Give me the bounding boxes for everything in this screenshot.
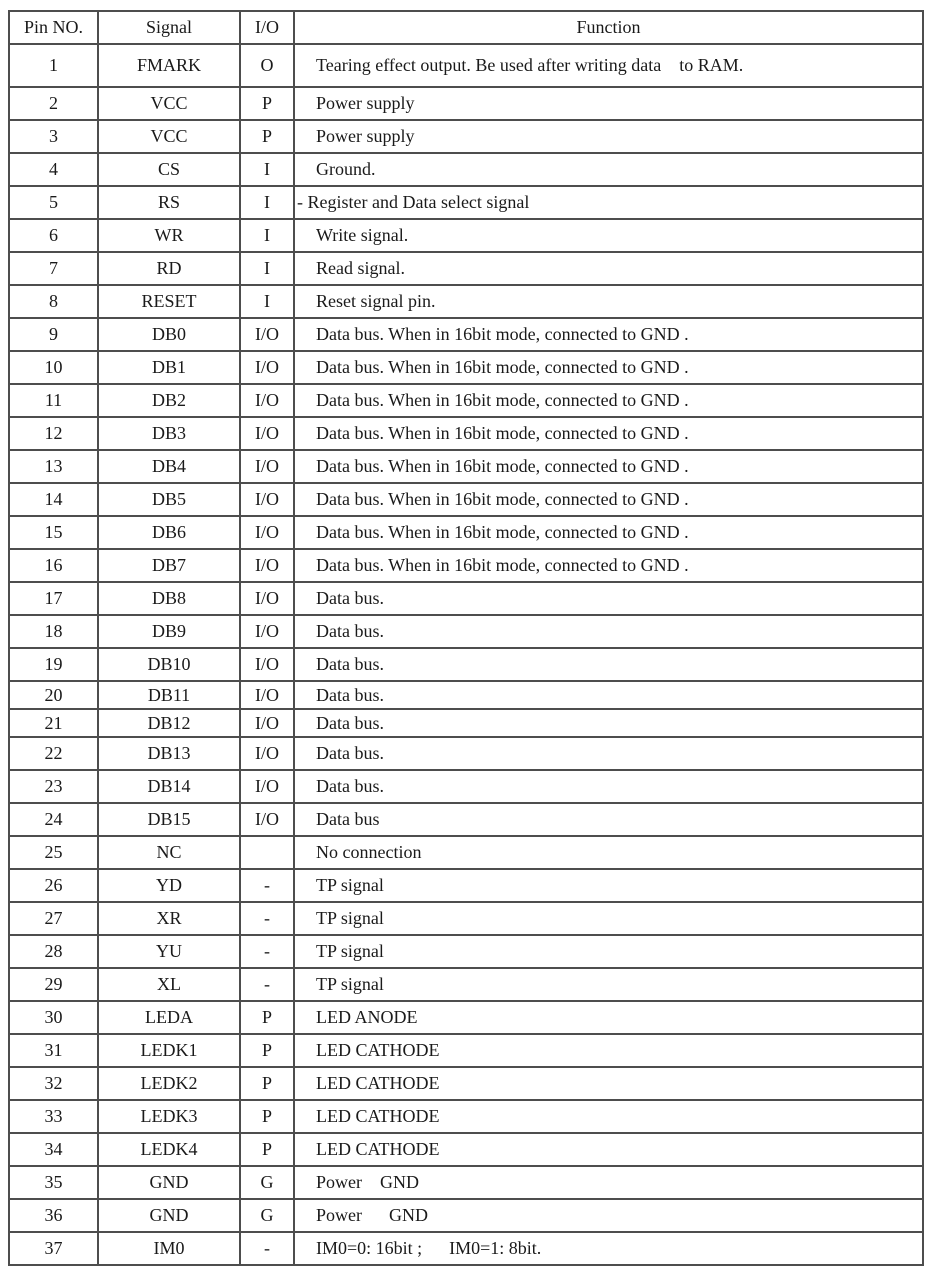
- pin-no-cell: 11: [9, 384, 98, 417]
- pin-no-cell: 3: [9, 120, 98, 153]
- function-cell: Data bus. When in 16bit mode, connected to GND .: [294, 483, 923, 516]
- header-row: [9, 11, 923, 44]
- io-cell: -: [240, 935, 294, 968]
- signal-cell: DB4: [98, 450, 240, 483]
- function-cell: LED CATHODE: [294, 1034, 923, 1067]
- signal-cell: XR: [98, 902, 240, 935]
- pin-no-cell: 36: [9, 1199, 98, 1232]
- signal-cell: DB10: [98, 648, 240, 681]
- io-cell: P: [240, 1100, 294, 1133]
- pin-no-cell: 16: [9, 549, 98, 582]
- io-cell: -: [240, 1232, 294, 1265]
- pin-no-cell: 4: [9, 153, 98, 186]
- pin-no-cell: 8: [9, 285, 98, 318]
- function-cell: Data bus. When in 16bit mode, connected to GND .: [294, 384, 923, 417]
- signal-cell: WR: [98, 219, 240, 252]
- io-cell: I/O: [240, 582, 294, 615]
- io-cell: P: [240, 87, 294, 120]
- io-cell: I: [240, 186, 294, 219]
- function-cell: Data bus. When in 16bit mode, connected to GND .: [294, 318, 923, 351]
- pin-no-cell: 13: [9, 450, 98, 483]
- function-cell: LED ANODE: [294, 1001, 923, 1034]
- pin-no-cell: 25: [9, 836, 98, 869]
- table-row: [9, 1166, 923, 1199]
- table-row: [9, 384, 923, 417]
- function-cell: Tearing effect output. Be used after writing data to RAM.: [294, 44, 923, 87]
- pin-no-cell: 6: [9, 219, 98, 252]
- function-cell: Data bus.: [294, 615, 923, 648]
- function-cell: IM0=0: 16bit ; IM0=1: 8bit.: [294, 1232, 923, 1265]
- signal-cell: XL: [98, 968, 240, 1001]
- signal-cell: DB9: [98, 615, 240, 648]
- table-row: [9, 902, 923, 935]
- signal-cell: DB12: [98, 709, 240, 737]
- function-cell: Data bus. When in 16bit mode, connected to GND .: [294, 417, 923, 450]
- io-cell: P: [240, 1001, 294, 1034]
- table-row: [9, 1001, 923, 1034]
- table-row: [9, 582, 923, 615]
- signal-cell: LEDK4: [98, 1133, 240, 1166]
- function-cell: TP signal: [294, 935, 923, 968]
- table-row: [9, 450, 923, 483]
- io-cell: I/O: [240, 770, 294, 803]
- io-cell: I/O: [240, 450, 294, 483]
- pin-no-cell: 10: [9, 351, 98, 384]
- pin-no-cell: 15: [9, 516, 98, 549]
- signal-cell: DB11: [98, 681, 240, 709]
- signal-cell: FMARK: [98, 44, 240, 87]
- table-row: [9, 516, 923, 549]
- function-cell: Data bus.: [294, 648, 923, 681]
- signal-cell: GND: [98, 1166, 240, 1199]
- function-cell: LED CATHODE: [294, 1133, 923, 1166]
- io-cell: I/O: [240, 318, 294, 351]
- table-row: [9, 549, 923, 582]
- function-cell: TP signal: [294, 902, 923, 935]
- column-header-function: Function: [294, 11, 923, 44]
- signal-cell: RD: [98, 252, 240, 285]
- table-row: [9, 968, 923, 1001]
- pin-no-cell: 5: [9, 186, 98, 219]
- io-cell: I: [240, 153, 294, 186]
- signal-cell: DB8: [98, 582, 240, 615]
- signal-cell: DB5: [98, 483, 240, 516]
- pin-no-cell: 29: [9, 968, 98, 1001]
- table-row: [9, 836, 923, 869]
- function-cell: LED CATHODE: [294, 1067, 923, 1100]
- pin-no-cell: 19: [9, 648, 98, 681]
- io-cell: P: [240, 1133, 294, 1166]
- function-cell: - Register and Data select signal: [294, 186, 923, 219]
- signal-cell: DB7: [98, 549, 240, 582]
- table-row: [9, 252, 923, 285]
- table-row: [9, 869, 923, 902]
- signal-cell: DB1: [98, 351, 240, 384]
- pin-no-cell: 9: [9, 318, 98, 351]
- table-row: [9, 648, 923, 681]
- signal-cell: YD: [98, 869, 240, 902]
- io-cell: G: [240, 1166, 294, 1199]
- table-row: [9, 417, 923, 450]
- table-row: [9, 153, 923, 186]
- function-cell: Data bus. When in 16bit mode, connected to GND .: [294, 549, 923, 582]
- table-row: [9, 803, 923, 836]
- table-row: [9, 1100, 923, 1133]
- io-cell: I/O: [240, 648, 294, 681]
- function-cell: Data bus: [294, 803, 923, 836]
- pin-description-table: [8, 10, 924, 1266]
- signal-cell: GND: [98, 1199, 240, 1232]
- table-row: [9, 681, 923, 709]
- table-row: [9, 1133, 923, 1166]
- pin-no-cell: 22: [9, 737, 98, 770]
- table-row: [9, 935, 923, 968]
- io-cell: I/O: [240, 417, 294, 450]
- column-header-pin-no: Pin NO.: [9, 11, 98, 44]
- table-row: [9, 285, 923, 318]
- table-row: [9, 186, 923, 219]
- table-row: [9, 318, 923, 351]
- signal-cell: DB15: [98, 803, 240, 836]
- table-row: [9, 770, 923, 803]
- io-cell: -: [240, 869, 294, 902]
- pin-no-cell: 35: [9, 1166, 98, 1199]
- io-cell: I/O: [240, 351, 294, 384]
- pin-no-cell: 26: [9, 869, 98, 902]
- io-cell: O: [240, 44, 294, 87]
- function-cell: Power supply: [294, 120, 923, 153]
- function-cell: Reset signal pin.: [294, 285, 923, 318]
- signal-cell: DB6: [98, 516, 240, 549]
- function-cell: Ground.: [294, 153, 923, 186]
- signal-cell: VCC: [98, 120, 240, 153]
- table-row: [9, 709, 923, 737]
- function-cell: Data bus. When in 16bit mode, connected to GND .: [294, 516, 923, 549]
- signal-cell: DB2: [98, 384, 240, 417]
- pin-no-cell: 20: [9, 681, 98, 709]
- table-row: [9, 615, 923, 648]
- signal-cell: RS: [98, 186, 240, 219]
- signal-cell: VCC: [98, 87, 240, 120]
- function-cell: Data bus.: [294, 770, 923, 803]
- io-cell: I/O: [240, 549, 294, 582]
- pin-no-cell: 21: [9, 709, 98, 737]
- table-row: [9, 483, 923, 516]
- function-cell: Data bus. When in 16bit mode, connected to GND .: [294, 450, 923, 483]
- table-row: [9, 1067, 923, 1100]
- pin-no-cell: 33: [9, 1100, 98, 1133]
- io-cell: P: [240, 120, 294, 153]
- function-cell: Write signal.: [294, 219, 923, 252]
- io-cell: I/O: [240, 709, 294, 737]
- pin-no-cell: 7: [9, 252, 98, 285]
- function-cell: Data bus.: [294, 737, 923, 770]
- function-cell: LED CATHODE: [294, 1100, 923, 1133]
- table-body: [9, 44, 923, 1265]
- pin-no-cell: 32: [9, 1067, 98, 1100]
- pin-no-cell: 23: [9, 770, 98, 803]
- signal-cell: LEDK1: [98, 1034, 240, 1067]
- table-row: [9, 44, 923, 87]
- io-cell: P: [240, 1034, 294, 1067]
- function-cell: No connection: [294, 836, 923, 869]
- table-row: [9, 1232, 923, 1265]
- table-row: [9, 1199, 923, 1232]
- table-row: [9, 737, 923, 770]
- pin-no-cell: 18: [9, 615, 98, 648]
- io-cell: I/O: [240, 803, 294, 836]
- datasheet-page: [8, 10, 922, 1266]
- io-cell: I: [240, 285, 294, 318]
- pin-no-cell: 31: [9, 1034, 98, 1067]
- io-cell: -: [240, 902, 294, 935]
- signal-cell: RESET: [98, 285, 240, 318]
- io-cell: -: [240, 968, 294, 1001]
- table-row: [9, 120, 923, 153]
- pin-no-cell: 28: [9, 935, 98, 968]
- signal-cell: DB3: [98, 417, 240, 450]
- function-cell: Data bus.: [294, 582, 923, 615]
- function-cell: Power GND: [294, 1199, 923, 1232]
- column-header-io: I/O: [240, 11, 294, 44]
- function-cell: TP signal: [294, 869, 923, 902]
- signal-cell: DB14: [98, 770, 240, 803]
- io-cell: [240, 836, 294, 869]
- function-cell: TP signal: [294, 968, 923, 1001]
- io-cell: I/O: [240, 615, 294, 648]
- table-row: [9, 219, 923, 252]
- table-row: [9, 1034, 923, 1067]
- io-cell: I/O: [240, 516, 294, 549]
- io-cell: I/O: [240, 483, 294, 516]
- column-header-signal: Signal: [98, 11, 240, 44]
- io-cell: P: [240, 1067, 294, 1100]
- pin-no-cell: 12: [9, 417, 98, 450]
- function-cell: Data bus.: [294, 681, 923, 709]
- signal-cell: LEDK2: [98, 1067, 240, 1100]
- signal-cell: YU: [98, 935, 240, 968]
- pin-no-cell: 27: [9, 902, 98, 935]
- pin-no-cell: 34: [9, 1133, 98, 1166]
- signal-cell: NC: [98, 836, 240, 869]
- function-cell: Read signal.: [294, 252, 923, 285]
- signal-cell: LEDA: [98, 1001, 240, 1034]
- signal-cell: CS: [98, 153, 240, 186]
- function-cell: Data bus.: [294, 709, 923, 737]
- pin-no-cell: 14: [9, 483, 98, 516]
- pin-no-cell: 1: [9, 44, 98, 87]
- pin-no-cell: 17: [9, 582, 98, 615]
- io-cell: I/O: [240, 384, 294, 417]
- pin-no-cell: 37: [9, 1232, 98, 1265]
- pin-no-cell: 2: [9, 87, 98, 120]
- function-cell: Power GND: [294, 1166, 923, 1199]
- table-row: [9, 351, 923, 384]
- io-cell: I/O: [240, 681, 294, 709]
- io-cell: I/O: [240, 737, 294, 770]
- signal-cell: LEDK3: [98, 1100, 240, 1133]
- signal-cell: DB0: [98, 318, 240, 351]
- table-row: [9, 87, 923, 120]
- io-cell: I: [240, 219, 294, 252]
- io-cell: I: [240, 252, 294, 285]
- signal-cell: DB13: [98, 737, 240, 770]
- function-cell: Data bus. When in 16bit mode, connected to GND .: [294, 351, 923, 384]
- io-cell: G: [240, 1199, 294, 1232]
- pin-no-cell: 30: [9, 1001, 98, 1034]
- function-cell: Power supply: [294, 87, 923, 120]
- signal-cell: IM0: [98, 1232, 240, 1265]
- pin-no-cell: 24: [9, 803, 98, 836]
